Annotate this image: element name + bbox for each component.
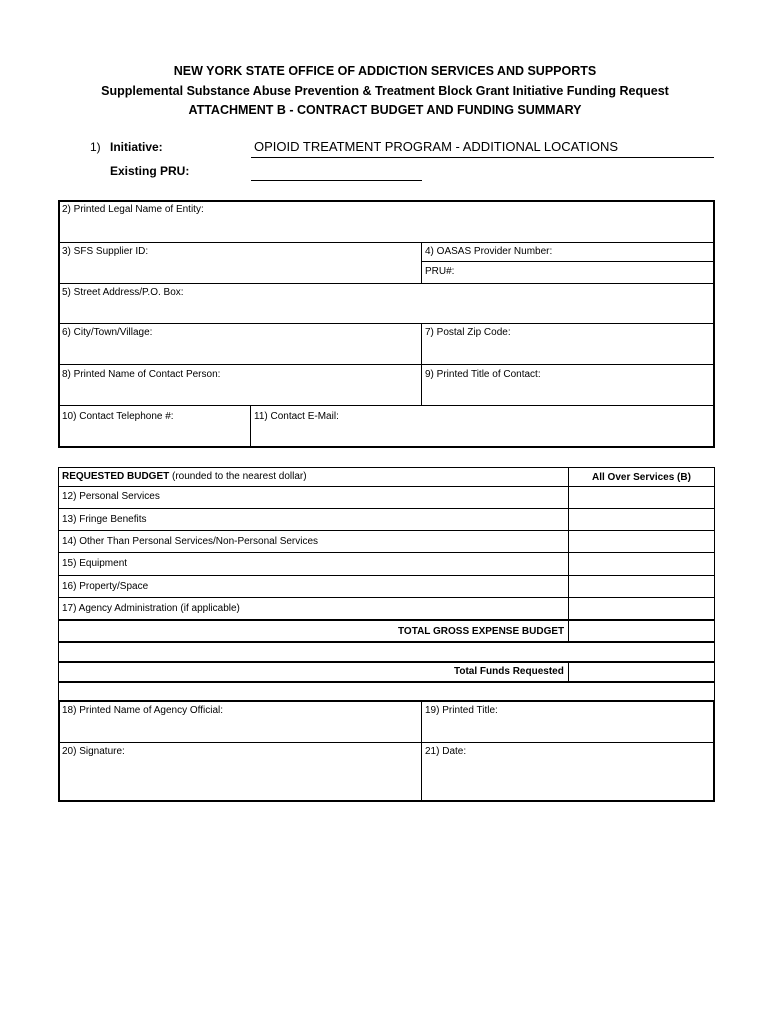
divider (58, 742, 715, 743)
total-funds-label: Total Funds Requested (454, 666, 564, 677)
initiative-underline (251, 157, 714, 158)
divider (568, 662, 569, 682)
budget-row-label: 13) Fringe Benefits (62, 514, 147, 525)
budget-row-label: 16) Property/Space (62, 581, 149, 592)
sfs-supplier-field[interactable]: 3) SFS Supplier ID: (62, 246, 149, 257)
divider (250, 405, 251, 448)
divider (58, 323, 715, 324)
signature-field[interactable]: 20) Signature: (62, 746, 125, 757)
spacer-row (58, 682, 715, 701)
contact-name-field[interactable]: 8) Printed Name of Contact Person: (62, 369, 221, 380)
budget-row-label: 14) Other Than Personal Services/Non-Personal Services (62, 536, 319, 547)
budget-row-label: 12) Personal Services (62, 491, 160, 502)
agency-title: NEW YORK STATE OFFICE OF ADDICTION SERVICES AND SUPPORTS (173, 64, 597, 78)
divider (58, 405, 715, 406)
column-header: All Over Services (B) (592, 472, 691, 483)
budget-row-label: 17) Agency Administration (if applicable) (62, 603, 240, 614)
total-funds-input[interactable] (570, 664, 713, 680)
legal-name-field[interactable]: 2) Printed Legal Name of Entity: (62, 204, 204, 215)
budget-title-note: (rounded to the nearest dollar) (169, 471, 307, 482)
budget-row-label: 15) Equipment (62, 558, 128, 569)
divider (58, 575, 715, 576)
attachment-title: ATTACHMENT B - CONTRACT BUDGET AND FUNDING SUMMARY (188, 103, 582, 117)
telephone-field[interactable]: 10) Contact Telephone #: (62, 411, 174, 422)
personal-services-input[interactable] (570, 488, 713, 507)
initiative-label: Initiative: (110, 140, 163, 154)
existing-pru-field[interactable] (251, 180, 422, 181)
divider (58, 364, 715, 365)
official-title-field[interactable]: 19) Printed Title: (425, 705, 498, 716)
initiative-number: 1) (90, 140, 101, 154)
date-field[interactable]: 21) Date: (425, 746, 467, 757)
divider (58, 283, 715, 284)
budget-title-bold: REQUESTED BUDGET (62, 471, 170, 482)
form-header (0, 62, 770, 121)
spacer-row (58, 642, 715, 662)
divider (58, 486, 715, 487)
divider (568, 620, 569, 642)
property-space-input[interactable] (570, 577, 713, 596)
agency-admin-input[interactable] (570, 599, 713, 619)
oasas-provider-field[interactable]: 4) OASAS Provider Number: (425, 246, 553, 257)
official-name-field[interactable]: 18) Printed Name of Agency Official: (62, 705, 224, 716)
street-address-field[interactable]: 5) Street Address/P.O. Box: (62, 287, 184, 298)
total-gross-input[interactable] (570, 622, 713, 640)
divider (58, 242, 715, 243)
divider (58, 552, 715, 553)
pru-field[interactable]: PRU#: (425, 266, 455, 277)
existing-pru-label: Existing PRU: (110, 164, 190, 178)
budget-title (62, 471, 307, 482)
zip-code-field[interactable]: 7) Postal Zip Code: (425, 327, 511, 338)
divider (58, 530, 715, 531)
divider (421, 700, 422, 802)
divider (421, 323, 422, 405)
divider (421, 242, 422, 283)
fringe-benefits-input[interactable] (570, 510, 713, 529)
initiative-value[interactable]: OPIOID TREATMENT PROGRAM - ADDITIONAL LOCATIONS (254, 139, 619, 154)
email-field[interactable]: 11) Contact E-Mail: (254, 411, 339, 422)
program-title: Supplemental Substance Abuse Prevention & Treatment Block Grant Initiative Funding Request (101, 83, 669, 98)
divider (421, 261, 715, 262)
city-field[interactable]: 6) City/Town/Village: (62, 327, 153, 338)
divider (58, 597, 715, 598)
divider (58, 508, 715, 509)
total-gross-label: TOTAL GROSS EXPENSE BUDGET (398, 626, 565, 637)
contact-title-field[interactable]: 9) Printed Title of Contact: (425, 369, 541, 380)
equipment-input[interactable] (570, 554, 713, 574)
otps-input[interactable] (570, 532, 713, 551)
